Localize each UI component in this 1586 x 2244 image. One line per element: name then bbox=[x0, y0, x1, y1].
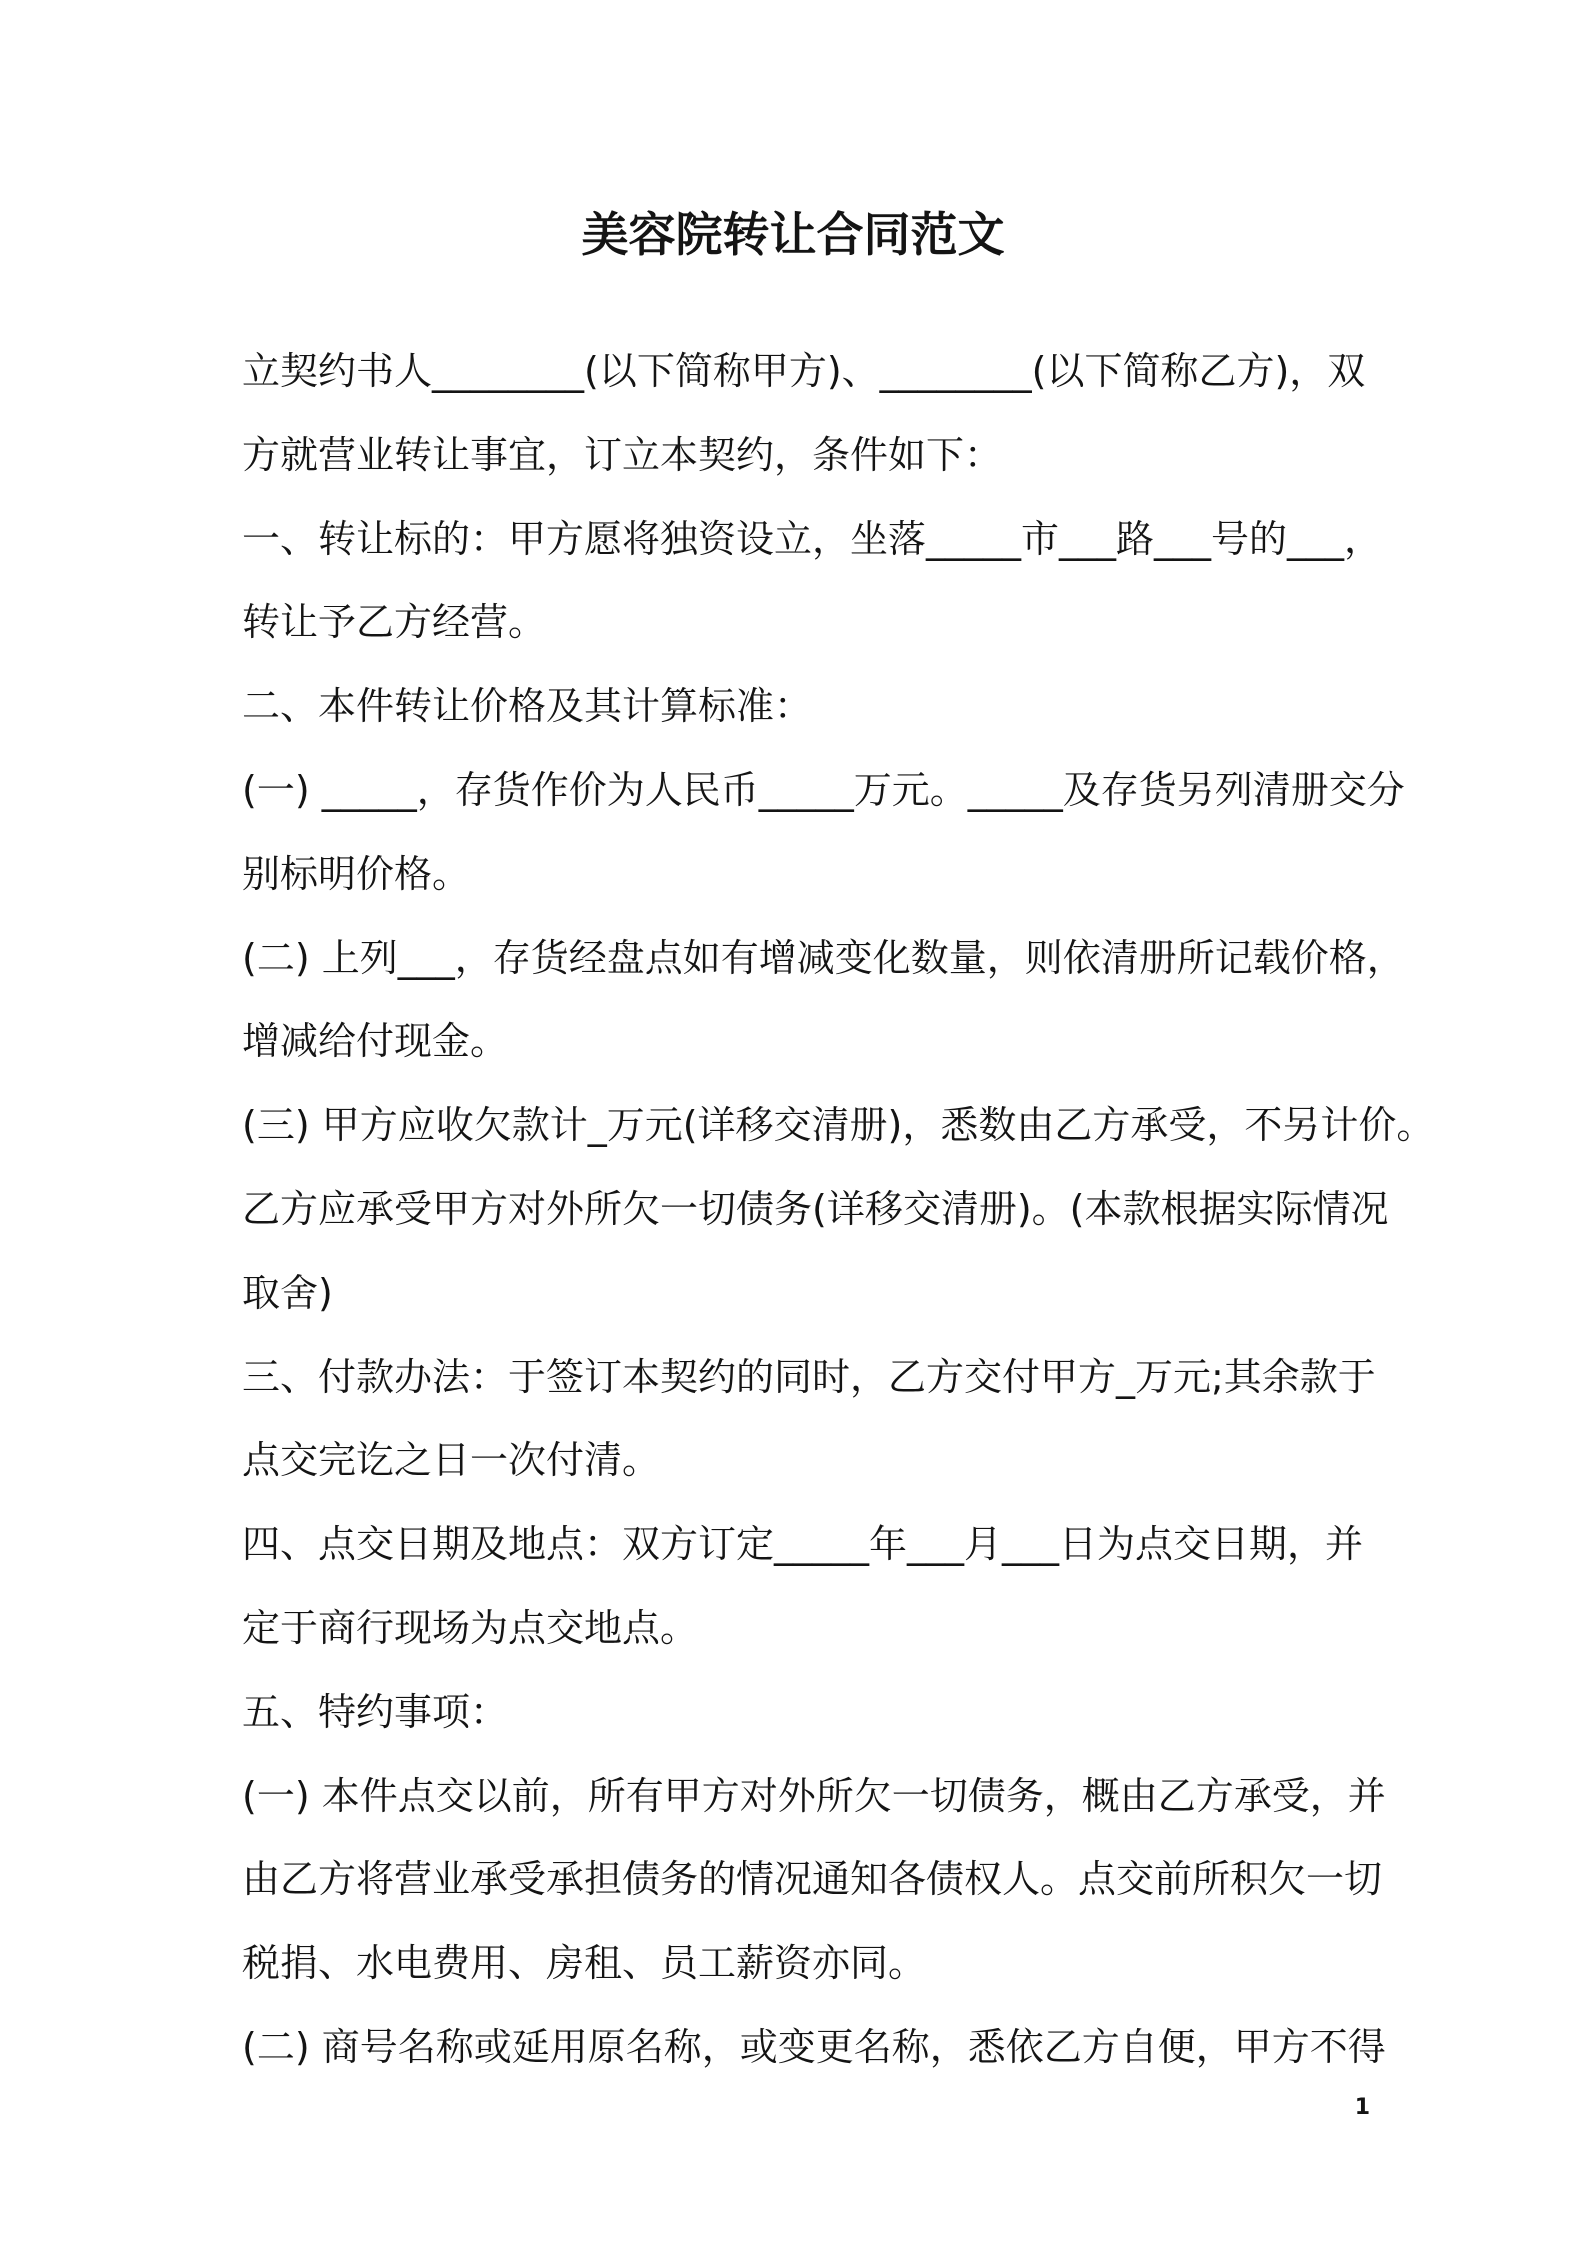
contract-body bbox=[242, 330, 1435, 2090]
text-line: 别标明价格。 bbox=[242, 851, 471, 896]
text-line: 五、特约事项： bbox=[242, 1689, 509, 1734]
text-line: 三、付款办法：于签订本契约的同时，乙方交付甲方_万元;其余款于 bbox=[242, 1354, 1376, 1399]
text-line: 点交完讫之日一次付清。 bbox=[242, 1438, 661, 1483]
text-line: 由乙方将营业承受承担债务的情况通知各债权人。点交前所积欠一切 bbox=[242, 1857, 1383, 1902]
text-line: (二) 上列___，存货经盘点如有增减变化数量，则依清册所记载价格， bbox=[242, 935, 1405, 980]
text-line: 取舍) bbox=[242, 1270, 333, 1315]
text-line: (一) 本件点交以前，所有甲方对外所欠一切债务，概由乙方承受，并 bbox=[242, 1773, 1386, 1818]
text-line: 增减给付现金。 bbox=[242, 1019, 509, 1064]
text-line: 乙方应承受甲方对外所欠一切债务(详移交清册)。(本款根据实际情况 bbox=[242, 1186, 1389, 1231]
document-title: 美容院转让合同范文 bbox=[581, 208, 1005, 263]
text-line: 一、转让标的：甲方愿将独资设立，坐落_____市___路___号的___， bbox=[242, 516, 1383, 561]
text-line: (一) _____，存货作价为人民币_____万元。_____及存货另列清册交分 bbox=[242, 767, 1405, 812]
text-line: 立契约书人________(以下简称甲方)、________(以下简称乙方)，双 bbox=[242, 349, 1366, 393]
text-line: 二、本件转让价格及其计算标准： bbox=[242, 684, 813, 729]
text-line: 转让予乙方经营。 bbox=[242, 600, 547, 645]
text-line: (二) 商号名称或延用原名称，或变更名称，悉依乙方自便，甲方不得 bbox=[242, 2024, 1386, 2069]
text-line: 方就营业转让事宜，订立本契约，条件如下： bbox=[242, 432, 1003, 477]
text-line: 定于商行现场为点交地点。 bbox=[242, 1605, 699, 1650]
text-line: 税捐、水电费用、房租、员工薪资亦同。 bbox=[242, 1941, 927, 1986]
page-number: 1 bbox=[1354, 2095, 1370, 2120]
text-line: 四、点交日期及地点：双方订定_____年___月___日为点交日期，并 bbox=[242, 1522, 1364, 1567]
text-line: (三) 甲方应收欠款计_万元(详移交清册)，悉数由乙方承受，不另计价。 bbox=[242, 1103, 1435, 1148]
